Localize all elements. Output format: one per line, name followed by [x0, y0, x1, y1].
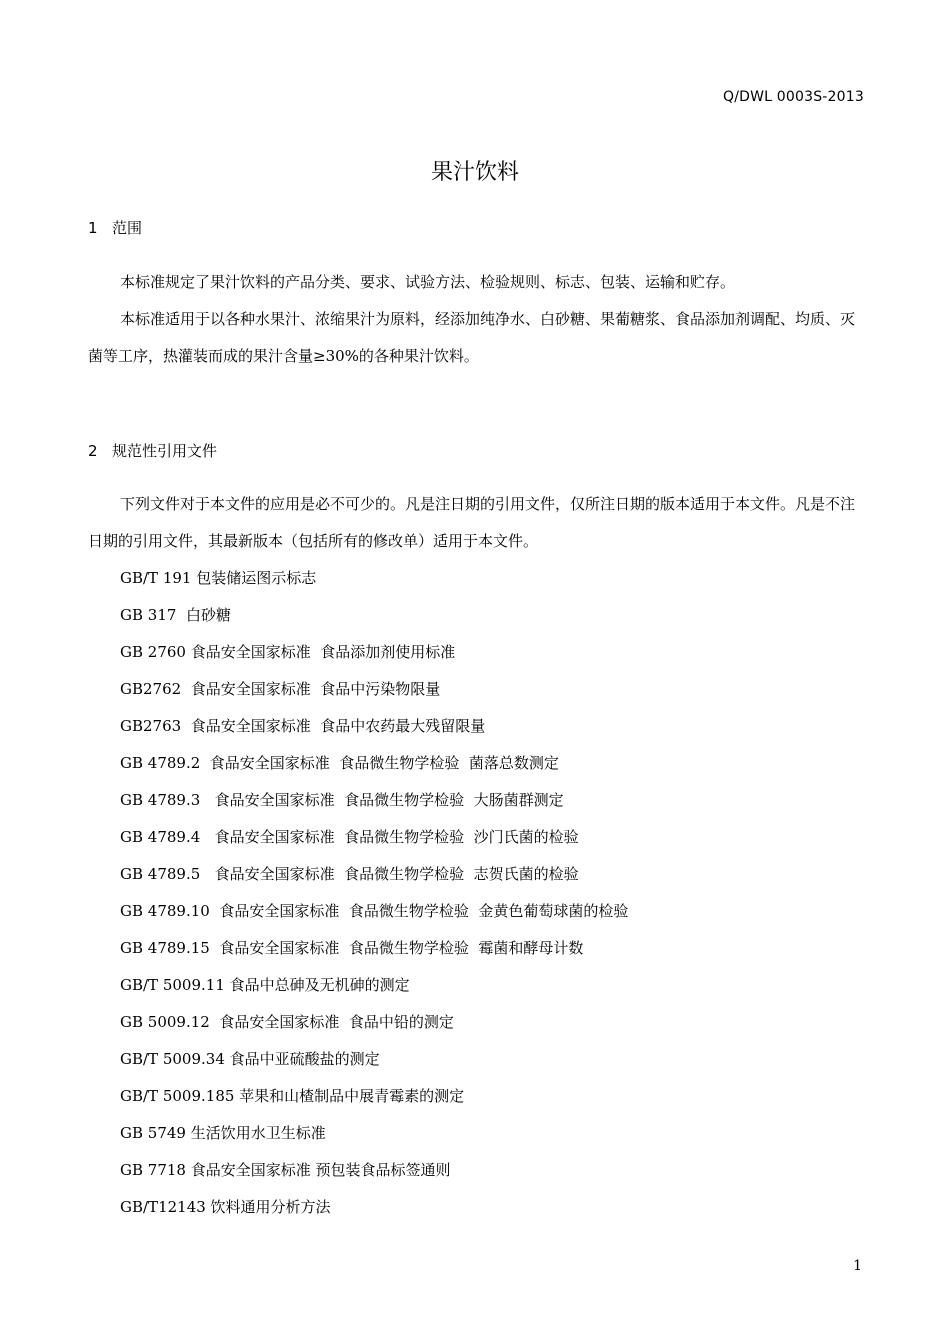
section-number: 2: [88, 442, 98, 460]
references-intro-paragraph: 下列文件对于本文件的应用是必不可少的。凡是注日期的引用文件，仅所注日期的版本适用于本文件。凡是不注日期的引用文件，其最新版本（包括所有的修改单）适用于本文件。: [88, 495, 856, 550]
reference-item: GB2762 食品安全国家标准 食品中污染物限量: [120, 680, 441, 698]
reference-item: GB 5009.12 食品安全国家标准 食品中铅的测定: [120, 1013, 454, 1031]
reference-item: GB/T 5009.185 苹果和山楂制品中展青霉素的测定: [120, 1087, 465, 1105]
section-title: 规范性引用文件: [112, 442, 218, 460]
reference-item: GB/T 5009.11 食品中总砷及无机砷的测定: [120, 976, 410, 994]
reference-item: GB 4789.4 食品安全国家标准 食品微生物学检验 沙门氏菌的检验: [120, 828, 579, 846]
reference-item: GB2763 食品安全国家标准 食品中农药最大残留限量: [120, 717, 486, 735]
scope-paragraph-2: 本标准适用于以各种水果汁、浓缩果汁为原料，经添加纯净水、白砂糖、果葡糖浆、食品添加剂调配、均质、灭菌等工序，热灌装而成的果汁含量≥30%的各种果汁饮料。: [88, 310, 856, 365]
page-number: 1: [853, 1258, 862, 1274]
reference-item: GB 4789.10 食品安全国家标准 食品微生物学检验 金黄色葡萄球菌的检验: [120, 902, 629, 920]
reference-item: GB/T12143 饮料通用分析方法: [120, 1198, 331, 1216]
reference-item: GB 2760 食品安全国家标准 食品添加剂使用标准: [120, 643, 456, 661]
reference-item: GB 4789.5 食品安全国家标准 食品微生物学检验 志贺氏菌的检验: [120, 865, 579, 883]
reference-item: GB 4789.2 食品安全国家标准 食品微生物学检验 菌落总数测定: [120, 754, 559, 772]
reference-list: [120, 560, 628, 1226]
section-title: 范围: [112, 219, 143, 237]
scope-paragraph-1: 本标准规定了果汁饮料的产品分类、要求、试验方法、检验规则、标志、包装、运输和贮存。: [120, 273, 736, 291]
reference-item: GB 4789.3 食品安全国家标准 食品微生物学检验 大肠菌群测定: [120, 791, 564, 809]
section-heading-normative-references: [88, 440, 217, 461]
document-code: Q/DWL 0003S-2013: [722, 89, 864, 105]
reference-item: GB/T 5009.34 食品中亚硫酸盐的测定: [120, 1050, 380, 1068]
section-heading-scope: [88, 217, 142, 238]
reference-item: GB 7718 食品安全国家标准 预包装食品标签通则: [120, 1161, 451, 1179]
document-title: 果汁饮料: [430, 160, 519, 185]
reference-item: GB/T 191 包装储运图示标志: [120, 569, 317, 587]
reference-item: GB 5749 生活饮用水卫生标准: [120, 1124, 326, 1142]
reference-item: GB 4789.15 食品安全国家标准 食品微生物学检验 霉菌和酵母计数: [120, 939, 584, 957]
reference-item: GB 317 白砂糖: [120, 606, 231, 624]
section-number: 1: [88, 219, 98, 237]
